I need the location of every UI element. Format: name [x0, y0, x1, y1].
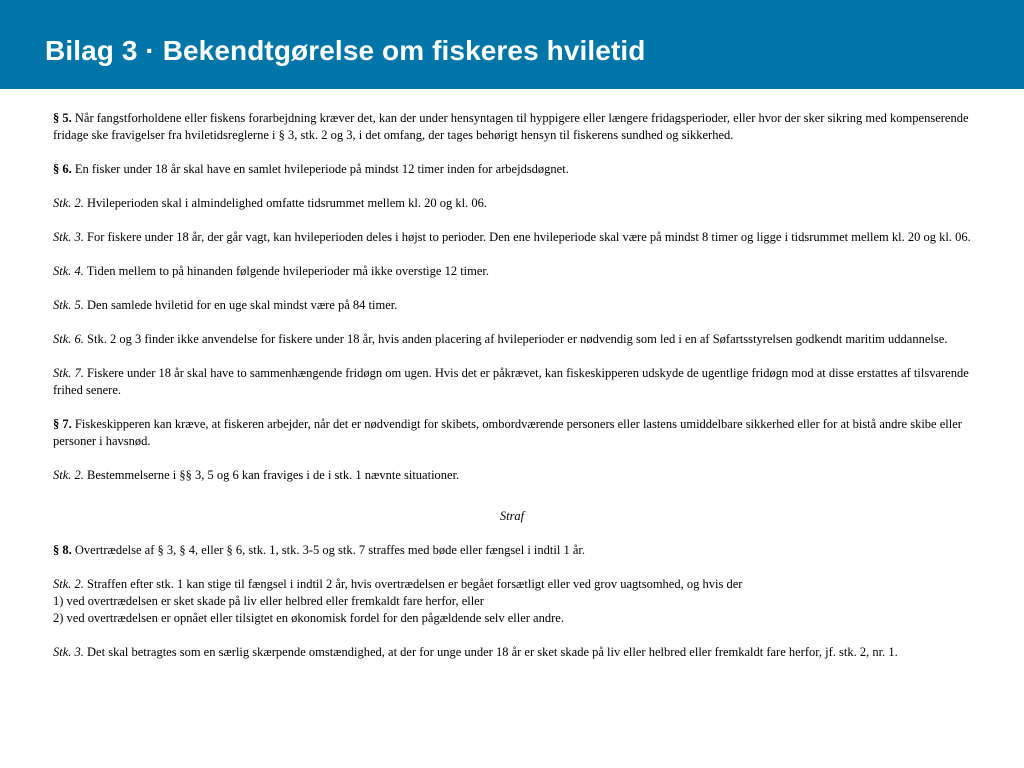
paragraph-7-stk-2: [53, 467, 971, 484]
paragraph-text: Tiden mellem to på hinanden følgende hvileperioder må ikke overstige 12 timer.: [83, 264, 490, 278]
slide-title: Bilag 3 · Bekendtgørelse om fiskeres hviletid: [45, 35, 646, 66]
stk-ref: Stk. 4.: [53, 264, 84, 278]
section-ref: § 6.: [53, 162, 72, 176]
paragraph-6: [53, 161, 971, 178]
paragraph-text: Stk. 2 og 3 finder ikke anvendelse for fiskere under 18 år, hvis anden placering af hvileperioder er nødvendig som led i en af Søfartsstyrelsen godkendt maritim uddannelse.: [83, 332, 948, 346]
paragraph-6-stk-2: [53, 195, 971, 212]
paragraph-text: For fiskere under 18 år, der går vagt, kan hvileperioden deles i højst to perioder. Den ene hvileperiode skal være på mindst 8 timer og ligge i tidsrummet mellem kl. 20 og kl. 06.: [83, 230, 971, 244]
paragraph-8-stk-2: [53, 576, 971, 627]
stk-ref: Stk. 6.: [53, 332, 84, 346]
stk-ref: Stk. 2.: [53, 468, 84, 482]
section-ref: § 5.: [53, 111, 72, 125]
paragraph-6-stk-4: [53, 263, 971, 280]
paragraph-6-stk-5: [53, 297, 971, 314]
paragraph-6-stk-6: [53, 331, 971, 348]
stk-ref: Stk. 3.: [53, 230, 84, 244]
stk-ref: Stk. 2.: [53, 577, 84, 591]
list-item: 1) ved overtrædelsen er sket skade på liv eller helbred eller fremkaldt fare herfor, eller: [53, 594, 484, 608]
slide-header: [0, 0, 1024, 89]
paragraph-8: [53, 542, 971, 559]
paragraph-6-stk-3: [53, 229, 971, 246]
stk-ref: Stk. 3.: [53, 645, 84, 659]
paragraph-5: [53, 110, 971, 144]
paragraph-6-stk-7: [53, 365, 971, 399]
stk-ref: Stk. 7.: [53, 366, 84, 380]
paragraph-text: Fiskere under 18 år skal have to sammenhængende fridøgn om ugen. Hvis det er påkrævet, kan fiskeskipperen udskyde de ugentlige fridøgn mod at disse erstattes af tilsvarende frihed senere.: [53, 366, 969, 397]
paragraph-text: Det skal betragtes som en særlig skærpende omstændighed, at der for unge under 18 år er sket skade på liv eller helbred eller fremkaldt fare herfor, jf. stk. 2, nr. 1.: [83, 645, 898, 659]
list-item: 2) ved overtrædelsen er opnået eller tilsigtet en økonomisk fordel for den pågældende selv eller andre.: [53, 611, 564, 625]
paragraph-text: Når fangstforholdene eller fiskens forarbejdning kræver det, kan der under hensyntagen til hyppigere eller længere fridagsperioder, eller hvor der sker sikring med kompenserende fridage ske fravigelser fra hviletidsreglerne i § 3, stk. 2 og 3, i det omfang, der tages behørigt hensyn til fiskerens sundhed og sikkerhed.: [53, 111, 969, 142]
section-ref: § 7.: [53, 417, 72, 431]
paragraph-text: Overtrædelse af § 3, § 4, eller § 6, stk. 1, stk. 3-5 og stk. 7 straffes med bøde eller fængsel i indtil 1 år.: [71, 543, 585, 557]
paragraph-text: Straffen efter stk. 1 kan stige til fængsel i indtil 2 år, hvis overtrædelsen er begået forsætligt eller ved grov uagtsomhed, og hvis der: [83, 577, 743, 591]
section-heading-straf: Straf: [499, 509, 525, 523]
section-ref: § 8.: [53, 543, 72, 557]
document-body: [53, 110, 971, 678]
stk-ref: Stk. 5.: [53, 298, 84, 312]
paragraph-text: Den samlede hviletid for en uge skal mindst være på 84 timer.: [83, 298, 398, 312]
paragraph-text: Hvileperioden skal i almindelighed omfatte tidsrummet mellem kl. 20 og kl. 06.: [83, 196, 487, 210]
paragraph-7: [53, 416, 971, 450]
paragraph-text: Bestemmelserne i §§ 3, 5 og 6 kan fraviges i de i stk. 1 nævnte situationer.: [83, 468, 460, 482]
paragraph-text: Fiskeskipperen kan kræve, at fiskeren arbejder, når det er nødvendigt for skibets, ombordværende personers eller lastens umiddelbare sikkerhed eller for at bistå andre skibe eller personer i havsnød.: [53, 417, 962, 448]
paragraph-8-stk-3: [53, 644, 971, 661]
stk-ref: Stk. 2.: [53, 196, 84, 210]
paragraph-text: En fisker under 18 år skal have en samlet hvileperiode på mindst 12 timer inden for arbejdsdøgnet.: [71, 162, 569, 176]
